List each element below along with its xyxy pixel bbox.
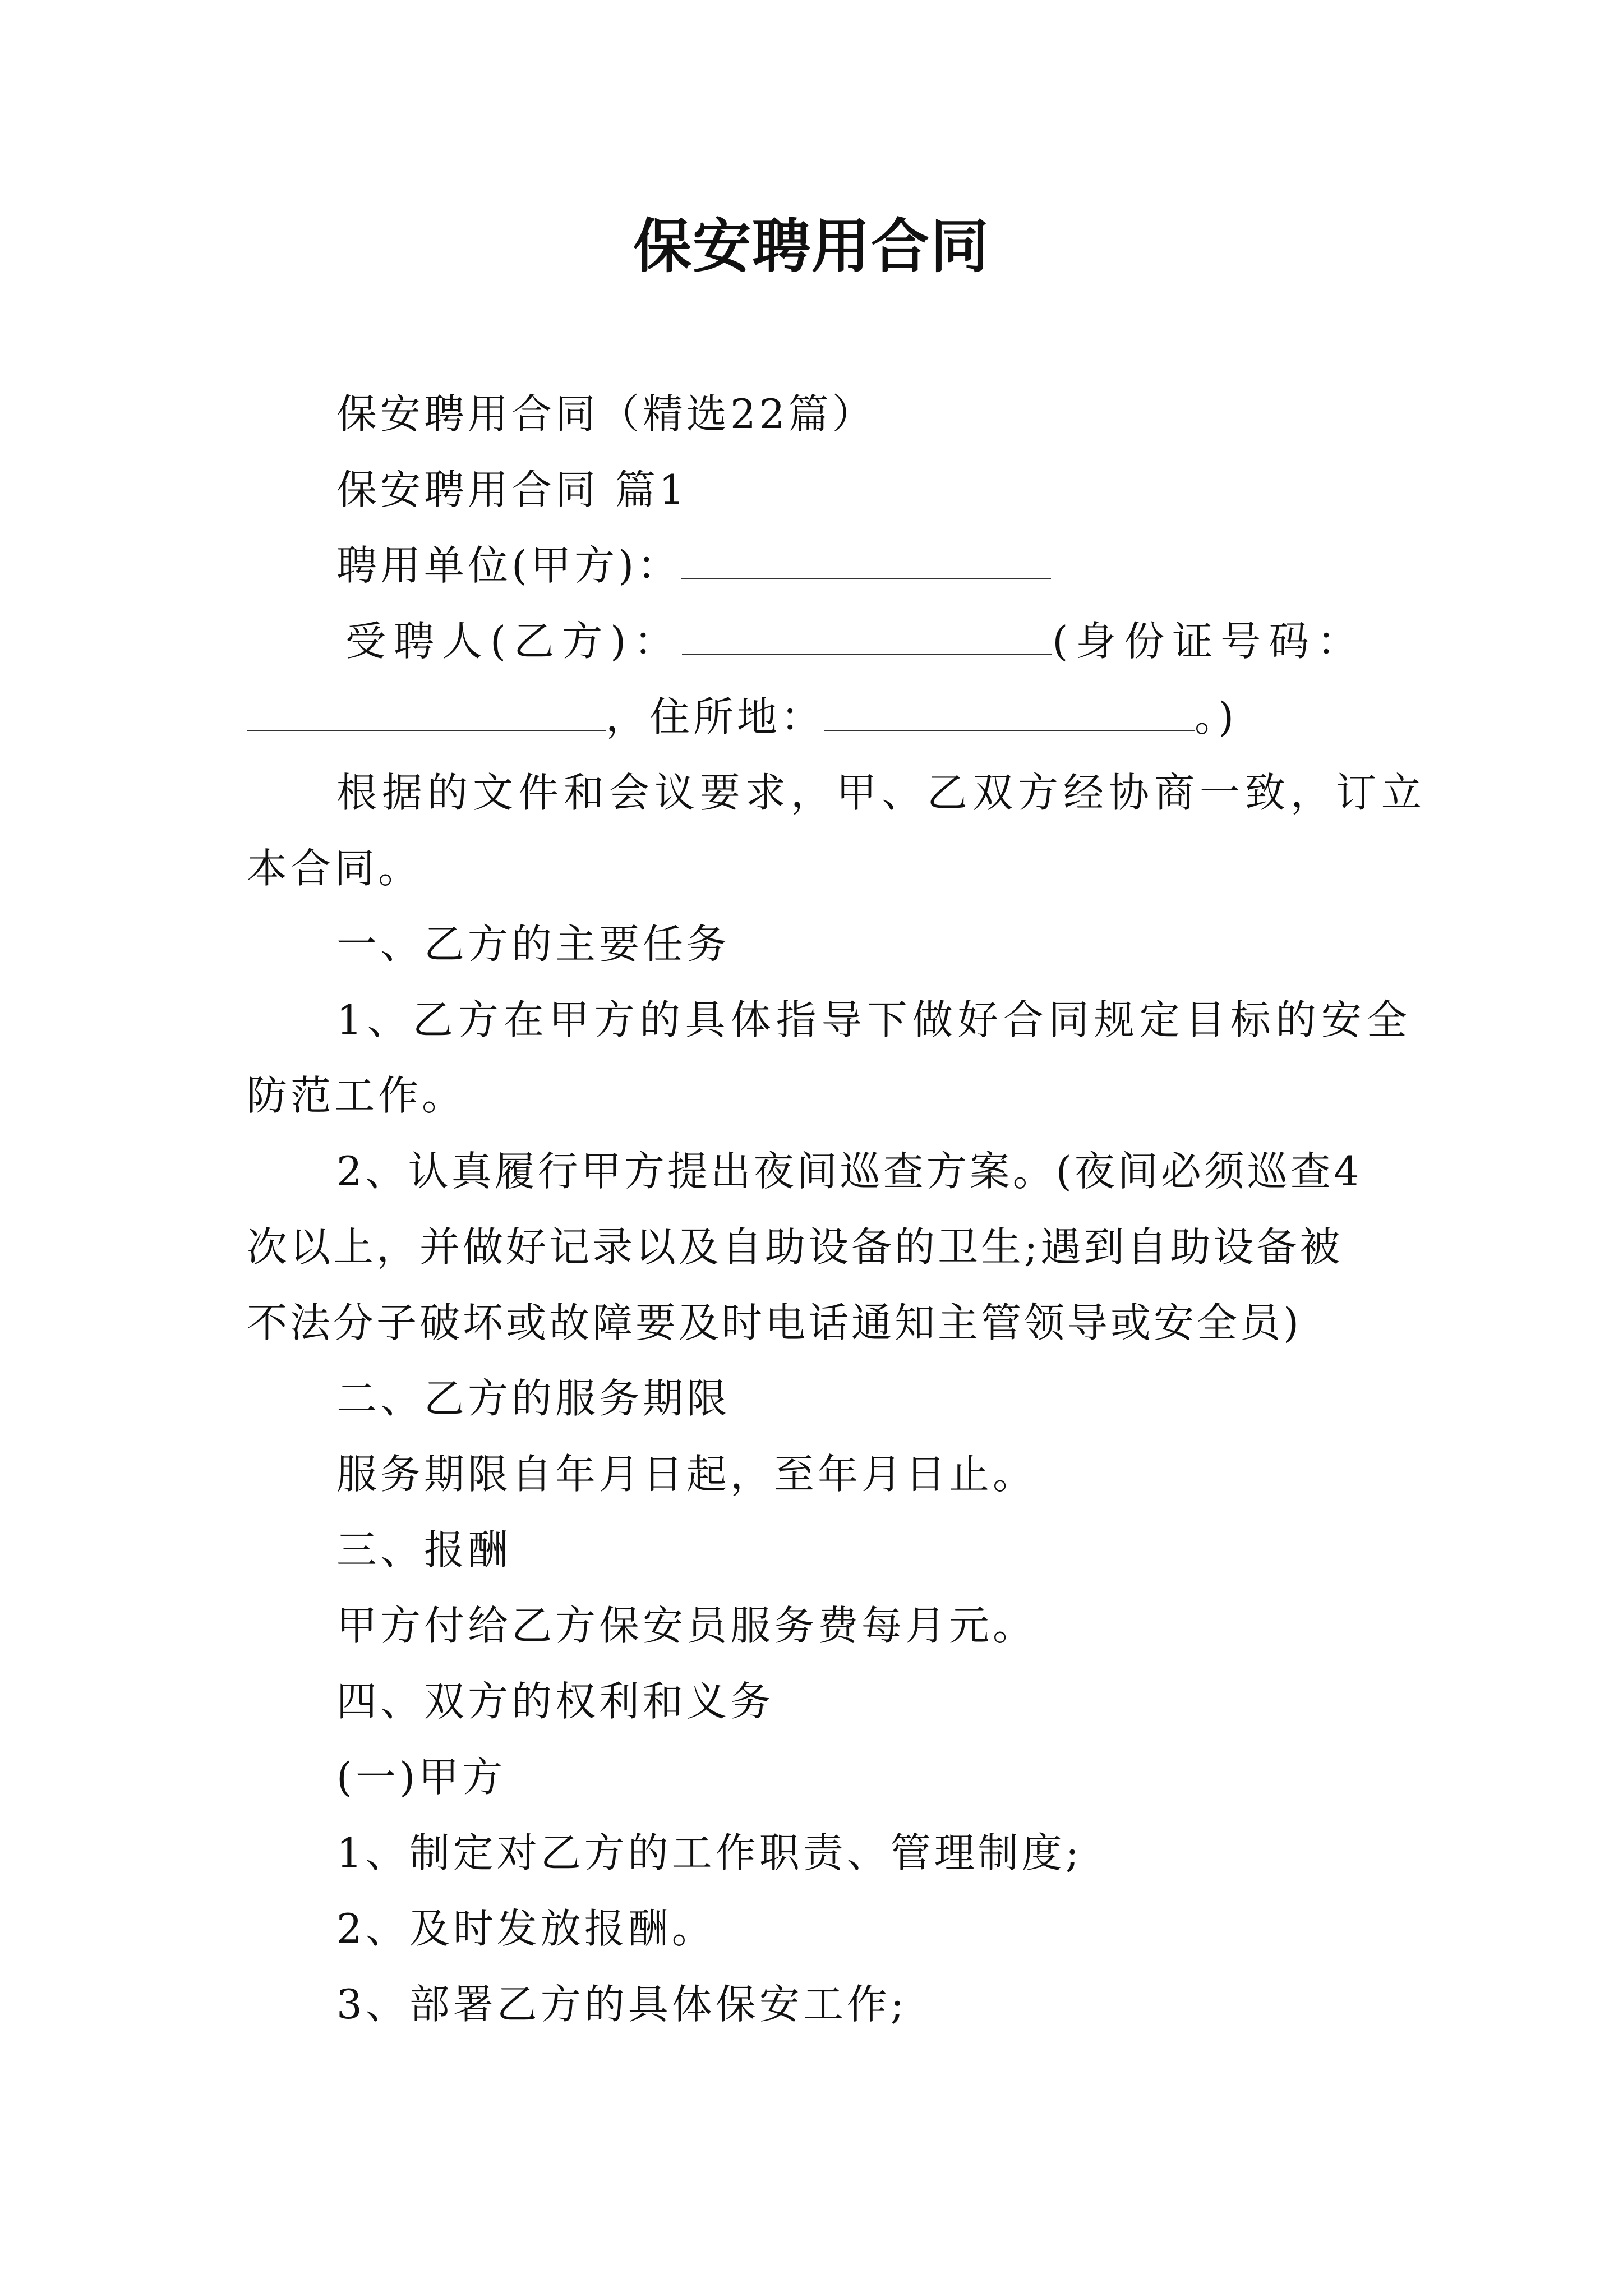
address-label: ，住所地： (606, 693, 825, 740)
id-label: (身份证号码： (1052, 618, 1366, 665)
employee-label: 受聘人(乙方)： (345, 618, 683, 665)
section-1-item-2-line-3: 不法分子破坏或故障要及时电话通知主管领导或安全员) (247, 1299, 1302, 1346)
section-4-subheading-party-a: (一)甲方 (336, 1754, 506, 1801)
section-4-item-1: 1、制定对乙方的工作职责、管理制度; (336, 1829, 1083, 1876)
address-line (247, 689, 1237, 745)
section-heading: 保安聘用合同 篇1 (336, 466, 688, 513)
document-subtitle: 保安聘用合同（精选22篇） (336, 390, 876, 438)
employer-label: 聘用单位(甲方)： (336, 542, 681, 589)
document-title: 保安聘用合同 (633, 212, 990, 280)
employer-line (336, 537, 1051, 593)
section-3-heading: 三、报酬 (336, 1526, 512, 1573)
employer-blank (681, 544, 1051, 579)
section-1-item-1-line-2: 防范工作。 (247, 1072, 466, 1119)
section-1-item-2-line-2: 次以上，并做好记录以及自助设备的卫生;遇到自助设备被 (247, 1223, 1343, 1271)
section-1-item-2-line-1: 2、认真履行甲方提出夜间巡查方案。(夜间必须巡查4 (336, 1148, 1362, 1195)
intro-line-2: 本合同。 (247, 845, 422, 892)
section-2-heading: 二、乙方的服务期限 (336, 1375, 731, 1422)
address-blank (824, 695, 1195, 731)
employee-line (345, 613, 1365, 669)
section-4-heading: 四、双方的权利和义务 (336, 1678, 774, 1725)
section-4-item-3: 3、部署乙方的具体保安工作; (336, 1981, 908, 2028)
section-2-text: 服务期限自年月日起，至年月日止。 (336, 1451, 1037, 1498)
section-1-heading: 一、乙方的主要任务 (336, 921, 731, 968)
employee-blank (682, 619, 1052, 655)
address-end: 。) (1195, 693, 1238, 740)
section-1-item-1-line-1: 1、乙方在甲方的具体指导下做好合同规定目标的安全 (336, 996, 1412, 1043)
id-blank (247, 695, 606, 731)
intro-line-1: 根据的文件和会议要求，甲、乙双方经协商一致，订立 (336, 769, 1427, 816)
section-4-item-2: 2、及时发放报酬。 (336, 1905, 716, 1952)
section-3-text: 甲方付给乙方保安员服务费每月元。 (336, 1602, 1037, 1649)
